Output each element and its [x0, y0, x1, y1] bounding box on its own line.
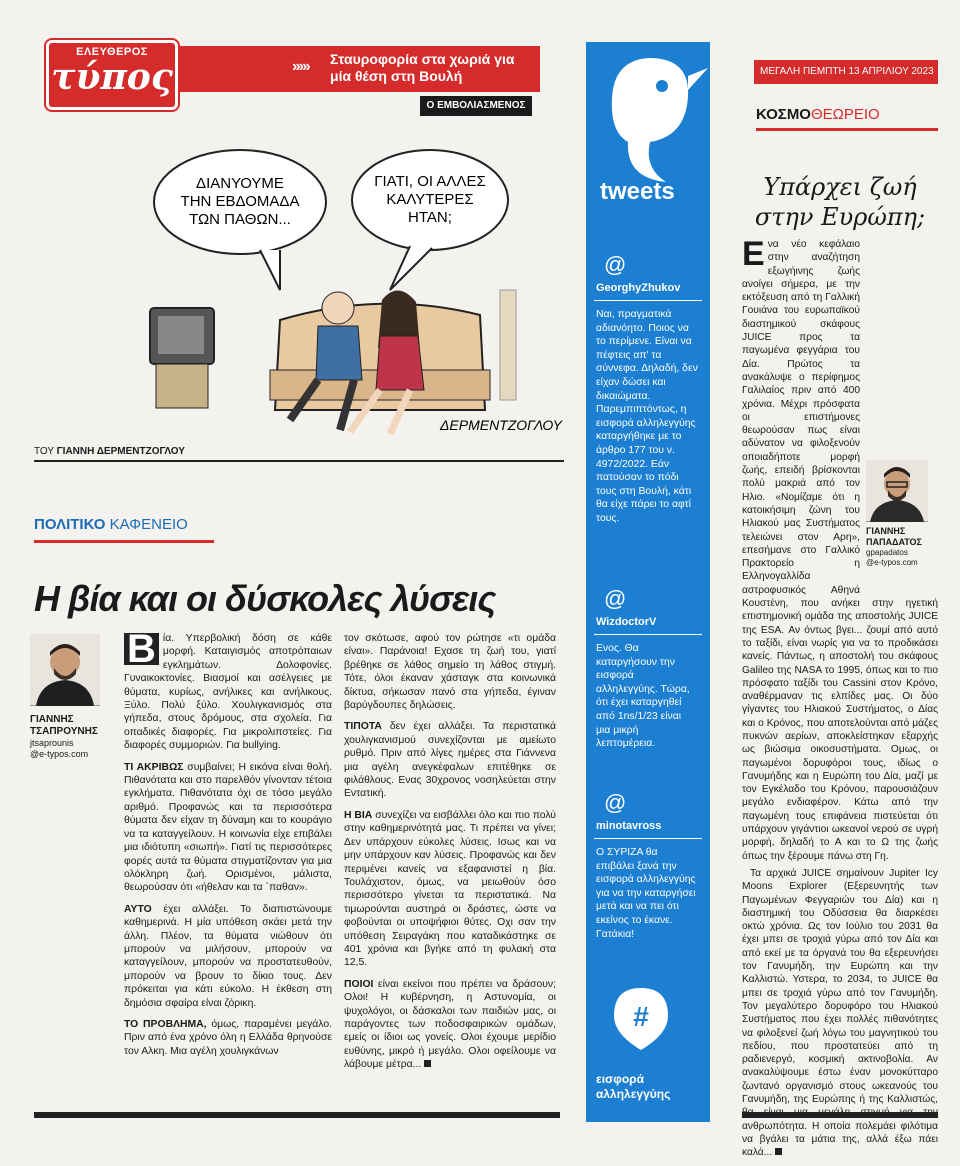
credit-name: ΓΙΑΝΝΗ ΔΕΡΜΕΝΤΖΟΓΛΟΥ: [56, 446, 185, 457]
svg-text:#: #: [633, 1001, 649, 1032]
paragraph-7-lead: Η ΒΙΑ: [344, 809, 373, 821]
right-bottom-rule: [742, 1112, 938, 1118]
tweet-username: WizdoctorV: [596, 616, 657, 628]
kicker-rest: ΚΑΦΕΝΕΙΟ: [105, 516, 188, 533]
bubble-left-line1: ΔΙΑΝΥΟΥΜΕ: [196, 175, 284, 192]
kicker-bold-right: ΚΟΣΜΟ: [756, 106, 811, 123]
newspaper-logo: [46, 40, 178, 110]
kicker-rest-right: ΘΕΩΡΕΙΟ: [810, 106, 880, 123]
bubble-right-line1: ΓΙΑΤΙ, ΟΙ ΑΛΛΕΣ: [374, 173, 486, 190]
paragraph-7: συνεχίζει να εισβάλλει όλο και πιο πολύ στην καθημερινότητά μας. Τι πρέπει να γίνει; Δεν υπάρχουν εύκολες λύσεις. Ισως και να μην υπάρχουν καν λύσεις. Προφανώς και δεν περιμένει κανείς να εξαφανιστεί η βία. Τουλάχιστον, όμως, να μειωθούν όσο περισσότερο γίνεται τα περιστατικά. Να τιμωρούνται αυστηρά οι δράστες, ώστε να φοβούνται οι υποψήφιοι θύτες. Οχι σαν την υπόθεση Σειραγάκη που καταδικάστηκε σε 401 χρόνια και βγήκε από τη φυλακή στα 12,5.: [344, 809, 556, 969]
author-handle: jtsaprounis: [30, 738, 74, 748]
drop-cap: Β: [124, 633, 159, 665]
logo-big-text: τύπος: [51, 56, 173, 98]
divider-line: [34, 460, 564, 462]
author-photo: [30, 634, 100, 706]
section-kicker: [34, 516, 188, 533]
paragraph-4: όμως, παραμένει μεγάλο. Πριν από ένα χρόνο όλη η Ελλάδα θρηνούσε τον Αλκη. Μια αγέλη χουλιγκάνων: [124, 1018, 332, 1057]
arrows-icon: ›››››: [292, 58, 309, 75]
paragraph-6-lead: ΤΙΠΟΤΑ: [344, 721, 382, 733]
tweet-text: Ο ΣΥΡΙΖΑ θα επιβάλει ξανά την εισφορά αλληλεγγύης για να την καταργήσει μετά και να πει ότι εκείνος το έκανε. Γατάκια!: [596, 847, 696, 940]
bubble-left-line2: ΤΗΝ ΕΒΔΟΜΑΔΑ: [180, 193, 300, 210]
article-column-1: [124, 627, 332, 1066]
paragraph-3-lead: ΑΥΤΟ: [124, 903, 152, 915]
right-paragraph-2: Τα αρχικά JUICE σημαίνουν Jupiter Icy Moons Explorer (Εξερευνητής των Παγωμένων Φεγγαριών του Δία) και η διαστημική του Οδύσσεια θα διαρκέσει οκτώ χρόνια. Ως τον Ιούλιο του 2031 θα έχει μπει σε τροχιά γύρω από τον Δία και από εκεί με τα όργανά του θα εξερευνήσει τον Γανυμήδη, την Ευρώπη και την Καλλιστώ. Υστερα, το 2034, το JUICE θα μπει σε τροχιά γύρω από τον Γανυμήδη. Τον μεγαλύτερο δορυφόρο του Ηλιακού Συστήματος που έχει πολλές πιθανότητες να φιλοξενεί ζωή λόγω του μαγνητικού του πεδίου, που προστατεύει από τη ραδιενεργό, κοσμική ακτινοβολία. Αν ανακαλύψουμε έστω έναν μονοκύτταρο ζωντανό οργανισμό στους ωκεανούς του Γανυμήδη, της Ευρώπης ή της Καλλιστώς, ανθρωπότητα. Η οποία πολεμάει φιλότιμα να βγάλει τα μάτια της, αλλά έξω πάει καλά...: [742, 867, 938, 1159]
column-label: Ο ΕΜΒΟΛΙΑΣΜΕΝΟΣ: [420, 96, 532, 116]
author-name: ΓΙΑΝΝΗΣ ΤΣΑΠΡΟΥΝΗΣ: [30, 714, 98, 737]
teaser-headline: Σταυροφορία στα χωριά για μία θέση στη Βουλή: [330, 51, 515, 84]
logo-small-text: ΕΛΕΥΘΕΡΟΣ: [76, 46, 148, 58]
bubble-right-line3: ΗΤΑΝ;: [408, 209, 452, 226]
article-headline: Η βία και οι δύσκολες λύσεις: [34, 578, 496, 619]
kicker-underline: [34, 540, 214, 543]
right-end-mark: [775, 1148, 782, 1155]
tweet-username: GeorghyZhukov: [596, 282, 681, 294]
right-drop-cap: Ε: [742, 235, 765, 273]
paragraph-8: είναι εκείνοι που πρέπει να δράσουν; Ολοι! Η κυβέρνηση, η Αστυνομία, οι ψυχολόγοι, οι δάσκαλοι των παιδιών μας, οι παράγοντες των ποδοσφαιρικών ομάδων, εμείς οι ίδιοι ως γονείς. Ολοι έχουμε μερίδιο ευθύνης, μικρό ή μεγάλο. Ολοι οφείλουμε να λάβουμε μέτρα...: [344, 978, 556, 1071]
right-author-photo: [866, 460, 928, 522]
paragraph-3: έχει αλλάξει. Το διαπιστώνουμε καθημερινά. Η μία υπόθεση σκάει μετά την άλλη. Πλέον, τα θύματα νιώθουν ότι μπορούν να μιλήσουν, μπορούν να καταγγείλουν, μπορούν να προστατευθούν, μπορούν να βρουν το δίκιο τους. Δεν πρόκειται για κάτι εύκολο. Η έκθεση στη δημόσια σφαίρα είναι ζόρικη.: [124, 903, 332, 1009]
paragraph-1: ία. Υπερβολική δόση σε κάθε μορφή. Καταιγισμός αποτρόπαιων εγκλημάτων. Δολοφονίες. Γυναικοκτονίες. Βιασμοί και ασέλγειες με θύματα, κυρίως, ανήλικες και ανήλικους. Ξύλο. Πολύ ξύλο. Χουλιγκανισμός στα γήπεδα, στους δρόμους, στα σχολεία. Για οπαδικές διαφορές. Για μικρολιπστείες. Για διαφορές συμμοριών. Για bullying.: [124, 633, 332, 752]
section-kicker-right: [756, 106, 880, 123]
at-icon: @: [604, 586, 627, 611]
paragraph-6: δεν έχει αλλάξει. Τα περιστατικά χουλιγκανισμού συνεχίζονται με αμείωτο ρυθμό. Πριν από λίγες ημέρες στα Γιάννενα μια αγέλη ανεγκέφαλων επιτέθηκε σε φιλάθλους. Ενας 30χρονος νοσηλεύεται στην Εντατική.: [344, 721, 556, 800]
at-icon: @: [604, 252, 627, 277]
right-paragraph-1: να νέο κεφάλαιο στην αναζήτηση εξωγήινης ζωής ανοίγει σήμερα, με την εκτόξευση από τη Γαλλική Γουιάνα του ευρωπαϊκού διαστημικού σκάφους JUICE προς τα παγωμένα φεγγάρια του Δία. Πρώτος τα ανακάλυψε ο περίφημος Γαλιλαίος πριν από 400 χρόνια. Μέχρι πρόσφατα οι επιστήμονες θεωρούσαν πως είναι αδύνατον να φιλοξενούν οποιαδήποτε μορφή ζωής, επειδή βρίσκονται πολύ μακριά από τον Ηλιο. «Νομίζαμε ότι η κατοικήσιμη ζώνη του Ηλιακού μας Συστήματος τελειώνει στον Αρη», επεσήμανε στο Γαλλικό Πρακτορείο η Ελληνογαλλίδα αστροφυσικός Αθηνά Κουστένη, που ανήκει στην ηγετική επιστημονική ομάδα της αποστολής JUICE της ESA. Αν όντως βγει... ζουμί από αυτό το ταξίδι, είναι νωρίς για να το προδικάσει κανείς. Πάντως, η αποστολή του σκάφους Galileo της NASA το 1995, όπως και το πιο πρόσφατο ταξίδι του Cassini στον Κρόνο, αναθέρμαναν τις ελπίδες μας. Οι δύο γίγαντες του Ηλιακού Συστήματος, ο Δίας και ο Κρόνος, που αποτελούνται από μάζες πυκνών αερίων, αποκλείστηκαν εξαρχής ως βιώσιμα οικοσυστήματα. Ομως, οι παγωμένοι δορυφόροι τους, ιδίως ο Γανυμήδης και η Ευρώπη του Δία, μαζί με τον Εγκέλαδο του Κρόνου, παρουσιάζουν μεγάλο ενδιαφέρον. Κάτω από την παγωμένη τους επιφάνεια πιστεύεται ότι υπάρχουν γιγάντιοι ωκεανοί νερού σε υγρή μορφή, δηλαδή το Α και το Ω της ζωής όπως την ξέρουμε πάνω στη Γη.: [742, 239, 938, 862]
paragraph-8-lead: ΠΟΙΟΙ: [344, 978, 374, 990]
right-article-body: [742, 235, 938, 1163]
tweets-panel: [586, 42, 710, 1122]
tweet-separator: [594, 300, 702, 301]
author-email: @e-typos.com: [30, 749, 89, 759]
teaser-bar: [180, 46, 540, 92]
hashtag-text: εισφορά αλληλεγγύης: [596, 1072, 671, 1101]
at-icon: @: [604, 790, 627, 815]
tweet-separator: [594, 838, 702, 839]
author-box: [30, 634, 118, 760]
right-author-box: [866, 460, 938, 588]
credit-prefix: ΤΟΥ: [34, 446, 54, 457]
tweet-separator: [594, 634, 702, 635]
tweet-text: Ναι, πραγματικά αδιανόητο. Ποιος να το περίμενε. Είναι να πέφτεις απ' τα σύννεφα. Δηλαδή, δεν είχαν δώσει και δικαιώματα. Παρεμπιπτόντως, η εισφορά αλληλεγγύης καταργήθηκε με το άρθρο 177 του ν. 4972/2022. Εάν πατούσαν το πόδι τους στη Βουλή, κάτι θα είχε πάρει το αφτί τους.: [596, 309, 698, 524]
right-author-name: ΓΙΑΝΝΗΣ ΠΑΠΑΔΑΤΟΣ: [866, 526, 922, 547]
cartoon-credit: [34, 446, 185, 457]
right-author-email: @e-typos.com: [866, 558, 918, 567]
paragraph-4-lead: ΤΟ ΠΡΟΒΛΗΜΑ,: [124, 1018, 207, 1030]
hashtag-pin-icon: [610, 986, 672, 1052]
cartoonist-signature: ΔΕΡΜΕΝΤΖΟΓΛΟΥ: [440, 417, 562, 433]
political-cartoon: [140, 140, 562, 450]
author-avatar-icon: [30, 634, 100, 706]
kicker-underline-right: [756, 128, 938, 131]
tweet-username: minotavross: [596, 820, 662, 832]
bottom-rule: [34, 1112, 560, 1118]
paragraph-2-lead: ΤΙ ΑΚΡΙΒΩΣ: [124, 761, 184, 773]
right-author-handle: gpapadatos: [866, 548, 908, 557]
right-article-headline: Υπάρχει ζωή στην Ευρώπη;: [754, 173, 926, 231]
article-column-2: [344, 632, 556, 1080]
plant-illustration: [500, 290, 516, 400]
tweet-text: Ενος. Θα καταργήσουν την εισφορά αλληλεγγύης. Τώρα, ότι έχει καταργηθεί από 1ns/1/23 είναι μια μικρή λεπτομέρεια.: [596, 643, 690, 750]
tv-illustration: [150, 308, 214, 408]
paragraph-5: τον σκότωσε, αφού τον ρώτησε «τι ομάδα είναι». Παράνοια! Εχασε τη ζωή του, γιατί βρέθηκε σε λάθος σημείο τη λάθος στιγμή. Τότε, όλοι έκαναν χάσταγκ στα κοινωνικά δίκτυα, σήκωσαν πανό στα γήπεδα, έγιναν βαρύγδουπες δηλώσεις.: [344, 633, 556, 712]
end-mark: [424, 1060, 431, 1067]
issue-date-bar: ΜΕΓΑΛΗ ΠΕΜΠΤΗ 13 ΑΠΡΙΛΙΟΥ 2023: [754, 60, 938, 84]
kicker-bold: ΠΟΛΙΤΙΚΟ: [34, 516, 106, 533]
bubble-left-line3: ΤΩΝ ΠΑΘΩΝ...: [189, 211, 291, 228]
tweets-brand: tweets: [600, 178, 675, 205]
right-author-avatar-icon: [866, 460, 928, 522]
bubble-right-line2: ΚΑΛΥΤΕΡΕΣ: [386, 191, 474, 208]
paragraph-2: συμβαίνει; Η εικόνα είναι θολή. Πιθανότατα και στο παρελθόν γίνονταν τέτοια εγκλήματα. Πιθανότατα όχι σε τόσο μεγάλο αριθμό. Προφανώς και τα περισσότερα θύματα δεν είχαν τη δύναμη και το κουράγιο να τα καταγγείλουν. Η κοινωνία είχε επιβάλει μια ιδιότυπη «σιωπή». Γιατί τις περισσότερες φορές αυτά τα θύματα στιγματίζονταν για μια ολόκληρη ζωή. Ορισμένοι, μάλιστα, θεωρούσαν ότι «ήθελαν και τα ΄παθαν».: [124, 761, 332, 894]
